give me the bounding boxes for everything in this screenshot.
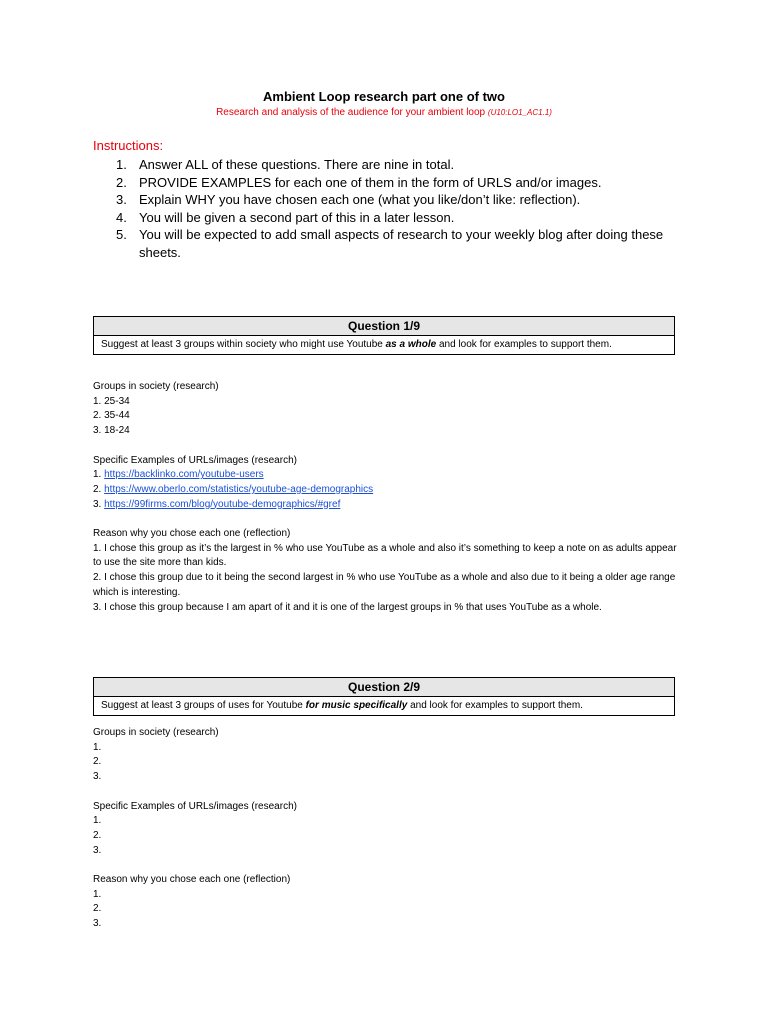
- instruction-number: 1.: [116, 157, 127, 172]
- question-2-box: [93, 677, 675, 716]
- example-item: [93, 468, 683, 483]
- instruction-item: [116, 209, 686, 227]
- instruction-text: PROVIDE EXAMPLES for each one of them in the form of URLS and/or images.: [139, 174, 602, 190]
- example-link[interactable]: https://99firms.com/blog/youtube-demographics/#gref: [104, 498, 341, 510]
- instruction-item: [116, 174, 686, 192]
- question-2-prompt: [94, 697, 674, 715]
- question-1-prompt: [94, 336, 674, 354]
- instruction-text: You will be given a second part of this in a later lesson.: [139, 209, 455, 225]
- instruction-number: 2.: [116, 174, 127, 190]
- question-2-heading: Question 2/9: [94, 678, 674, 697]
- reason-label: Reason why you chose each one (reflection): [93, 874, 291, 885]
- groups-label: Groups in society (research): [93, 727, 219, 738]
- question-2-answers: [93, 726, 683, 932]
- example-item: 2.: [93, 829, 102, 841]
- examples-label: Specific Examples of URLs/images (research): [93, 454, 297, 466]
- reason-item: 1.: [93, 888, 102, 900]
- example-item: [93, 483, 683, 498]
- instruction-text: Answer ALL of these questions. There are nine in total.: [139, 157, 455, 172]
- instruction-number: 5.: [116, 227, 127, 242]
- question-1-answers: [93, 380, 683, 615]
- instruction-number: 4.: [116, 209, 127, 225]
- example-number: 3.: [93, 498, 105, 510]
- prompt-text: Suggest at least 3 groups of uses for Youtube: [101, 700, 306, 711]
- groups-label: Groups in society (research): [93, 381, 219, 392]
- example-number: 2.: [93, 483, 105, 495]
- example-link[interactable]: https://www.oberlo.com/statistics/youtube-age-demographics: [104, 483, 374, 495]
- example-number: 1.: [93, 469, 105, 481]
- document-subtitle: [0, 107, 768, 118]
- instruction-text: You will be expected to add small aspects of research to your weekly blog after doing these sheets.: [139, 227, 664, 260]
- document-title: Ambient Loop research part one of two: [263, 89, 505, 104]
- instruction-item: [116, 156, 686, 174]
- instruction-text: Explain WHY you have chosen each one (what you like/don’t like: reflection).: [139, 192, 581, 207]
- instructions-list: [116, 156, 686, 261]
- question-1-heading: Question 1/9: [94, 317, 674, 336]
- reason-item: 3. I chose this group because I am apart of it and it is one of the largest groups in % that uses YouTube as a whole.: [93, 601, 602, 613]
- group-item: 2.: [93, 756, 102, 768]
- group-item: 2. 35-44: [93, 410, 130, 422]
- example-link[interactable]: https://backlinko.com/youtube-users: [104, 469, 264, 481]
- examples-label: Specific Examples of URLs/images (research): [93, 800, 297, 812]
- reason-item: 1. I chose this group as it’s the largest in % who use YouTube as a whole and also it’s something to keep a note on as adults appear to use the site more than kids.: [93, 542, 677, 569]
- prompt-text: and look for examples to support them.: [436, 339, 612, 350]
- example-item: 3.: [93, 844, 102, 856]
- reason-item: 3.: [93, 918, 102, 930]
- instruction-number: 3.: [116, 192, 127, 207]
- example-item: 1.: [93, 815, 102, 827]
- subtitle-text: Research and analysis of the audience for your ambient loop: [216, 107, 486, 118]
- question-1-box: [93, 316, 675, 355]
- group-item: 1.: [93, 741, 102, 753]
- prompt-text: Suggest at least 3 groups within society who might use Youtube: [101, 339, 386, 350]
- group-item: 1. 25-34: [93, 395, 130, 407]
- example-item: [93, 498, 683, 513]
- subtitle-code: (U10:LO1_AC1.1): [487, 108, 552, 117]
- prompt-emphasis: for music specifically: [305, 700, 408, 711]
- prompt-text: and look for examples to support them.: [407, 700, 583, 711]
- group-item: 3. 18-24: [93, 425, 130, 437]
- group-item: 3.: [93, 771, 102, 783]
- prompt-emphasis: as a whole: [385, 339, 437, 350]
- reason-item: 2.: [93, 903, 102, 915]
- reason-item: 2. I chose this group due to it being the second largest in % who use YouTube as a whole and also due to it being a older age range which is interesting.: [93, 572, 676, 598]
- instructions-heading: Instructions:: [93, 138, 164, 153]
- reason-label: Reason why you chose each one (reflection): [93, 528, 291, 539]
- instruction-item: [116, 226, 686, 261]
- instruction-item: [116, 191, 686, 209]
